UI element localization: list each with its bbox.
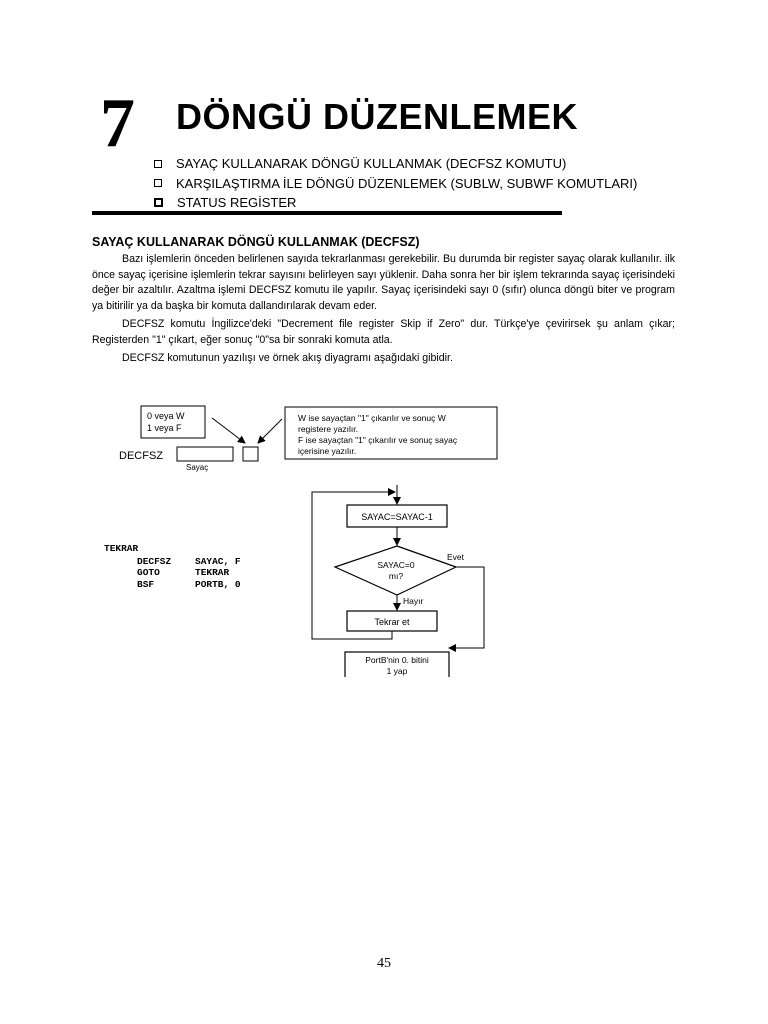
paragraph: DECFSZ komutunun yazılışı ve örnek akış diyagramı aşağıdaki gibidir. — [122, 352, 453, 364]
heading-divider — [92, 211, 562, 215]
code-opcode: BSF — [137, 579, 155, 590]
explanation-line: içerisine yazılır. — [298, 446, 357, 456]
checkbox-bullet-icon — [154, 160, 162, 168]
wf-option-line: 0 veya W — [147, 411, 185, 421]
flow-process-decrement-label: SAYAC=SAYAC-1 — [361, 512, 433, 522]
flow-yes-label: Evet — [447, 552, 465, 562]
counter-operand-label: Sayaç — [186, 463, 209, 472]
counter-operand-box — [177, 447, 233, 461]
explanation-line: registere yazılır. — [298, 424, 358, 434]
code-operand: SAYAC, F — [195, 556, 241, 567]
contents-item-label: SAYAÇ KULLANARAK DÖNGÜ KULLANMAK (DECFSZ KOMUTU) — [176, 156, 567, 171]
section-heading: SAYAÇ KULLANARAK DÖNGÜ KULLANMAK (DECFSZ) — [92, 235, 420, 249]
explanation-line: F ise sayaçtan "1" çıkarılır ve sonuç sayaç — [298, 435, 458, 445]
checkbox-bullet-icon — [154, 179, 162, 187]
paragraph: Bazı işlemlerin önceden belirlenen sayıda tekrarlanması gerekebilir. Bu durumda bir register sayaç olarak kullanılır. ilk önce sayaç içerisine işlemlerin tekrar sayısını belirleyen sayı yüklenir. Daha sonra her bir işlem tekrarında sayaç içerisindeki değer bir azaltılır. Azaltma işlemi DECFSZ komutu ile yapılır. Sayaç içerisindeki sayı 0 (sıfır) olunca döngü biter ve program ya bitirilir ya da başka bir komuta dallandırılarak devam eder. — [92, 253, 675, 312]
chapter-number: 7 — [100, 85, 135, 162]
explanation-line: W ise sayaçtan "1" çıkarılır ve sonuç W — [298, 413, 446, 423]
contents-item — [152, 193, 637, 213]
flow-process-set-bit-line: 1 yap — [386, 666, 408, 676]
flow-decision-line: mı? — [388, 571, 404, 581]
note-pointer-arrow — [258, 419, 282, 443]
contents-item — [152, 174, 637, 194]
instruction-mnemonic: DECFSZ — [119, 450, 163, 462]
contents-item — [152, 154, 637, 174]
contents-item-label: KARŞILAŞTIRMA İLE DÖNGÜ DÜZENLEMEK (SUBLW, SUBWF KOMUTLARI) — [176, 175, 638, 191]
code-opcode: DECFSZ — [137, 556, 172, 567]
flow-process-set-bit-line: PortB'nin 0. bitini — [365, 655, 429, 665]
flow-process-repeat-label: Tekrar et — [374, 617, 410, 627]
decfsz-figure — [92, 385, 532, 677]
page-number: 45 — [377, 956, 391, 971]
contents-item-label: STATUS REGİSTER — [177, 195, 297, 210]
checkbox-bullet-icon — [154, 198, 163, 207]
code-label: TEKRAR — [104, 543, 139, 554]
wf-option-line: 1 veya F — [147, 423, 182, 433]
flow-decision-line: SAYAC=0 — [377, 560, 415, 570]
code-operand: PORTB, 0 — [195, 579, 241, 590]
flow-no-label: Hayır — [403, 596, 424, 606]
chapter-title: DÖNGÜ DÜZENLEMEK — [176, 96, 578, 137]
paragraph: DECFSZ komutu İngilizce'deki "Decrement file register Skip if Zero" dur. Türkçe'ye çevirirsek şu anlam çıkar; Registerden "1" çıkart, eğer sonuç "0"sa bir sonraki komuta atla. — [92, 318, 675, 346]
code-opcode: GOTO — [137, 567, 160, 578]
chapter-contents-list — [152, 154, 637, 213]
code-operand: TEKRAR — [195, 567, 230, 578]
wf-pointer-arrow — [212, 418, 245, 443]
destination-operand-box — [243, 447, 258, 461]
flow-yes-branch — [449, 567, 484, 648]
body-text — [92, 252, 675, 370]
